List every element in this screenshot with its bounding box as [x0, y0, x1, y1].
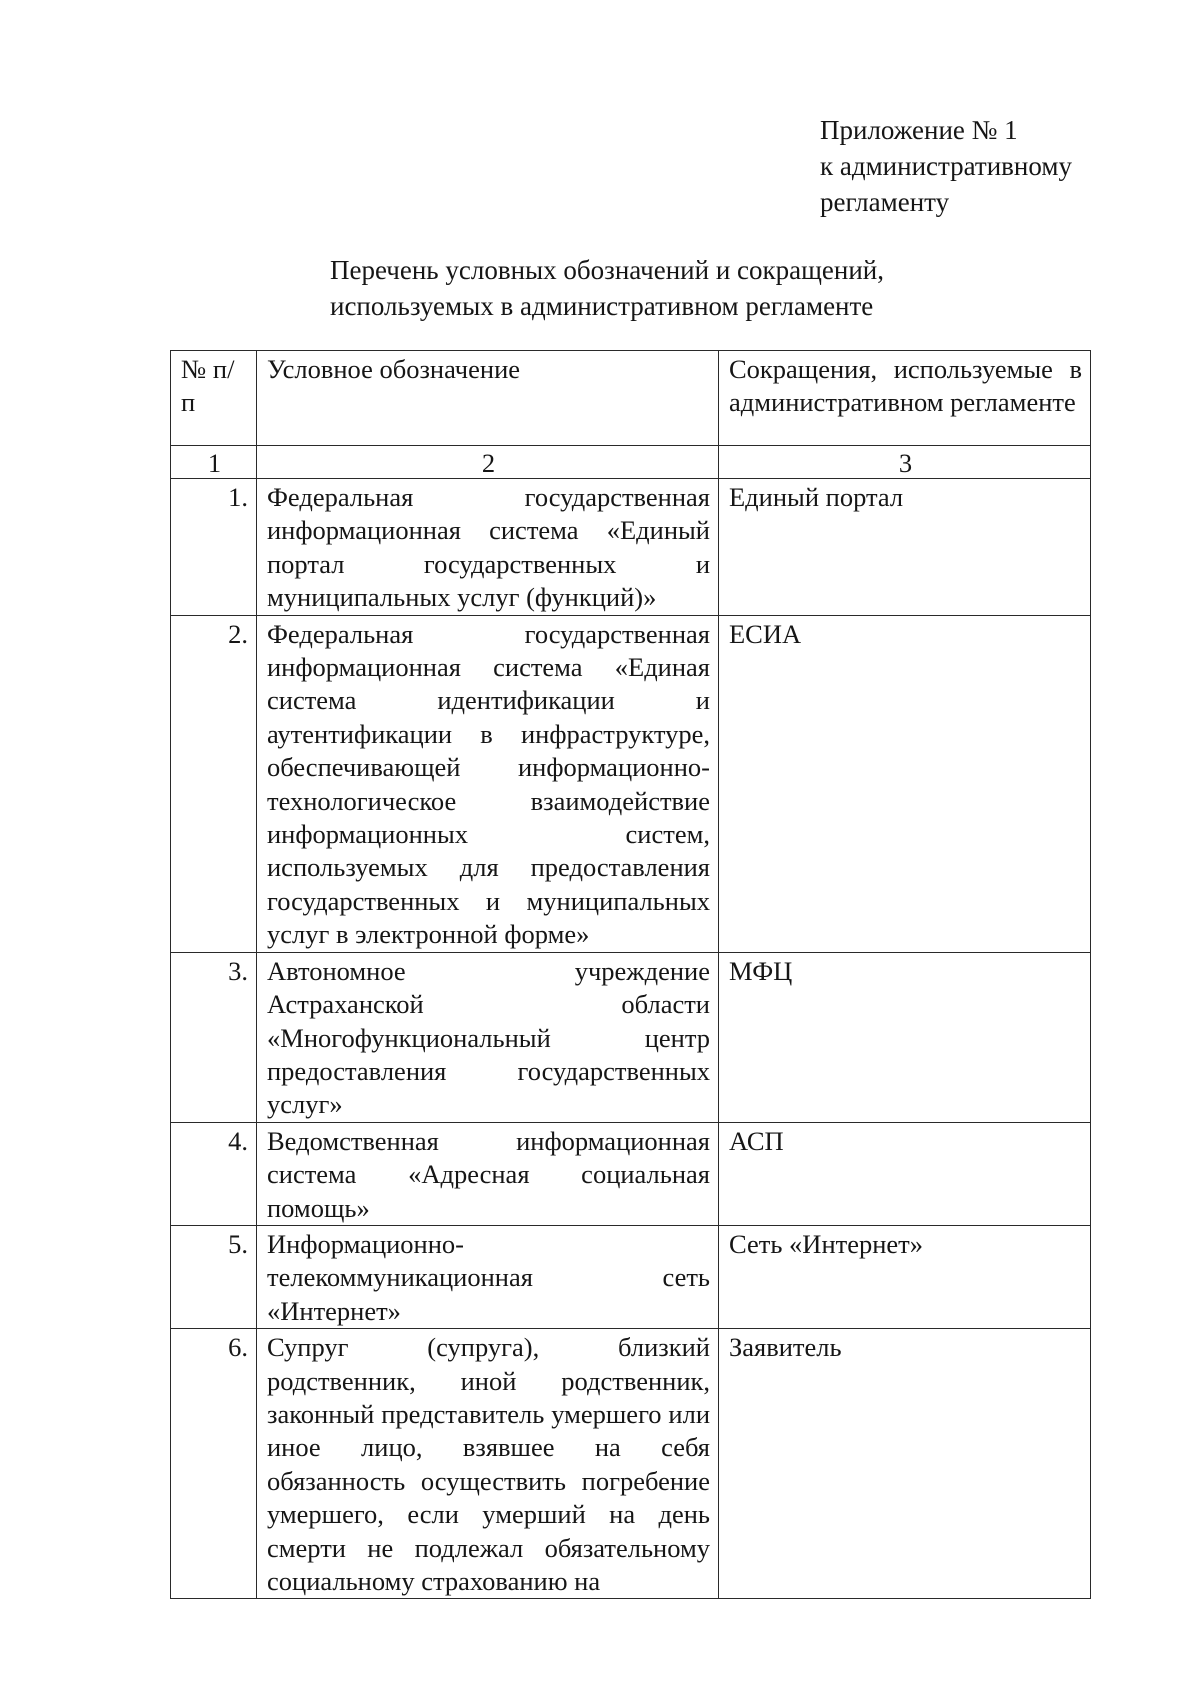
row-abbreviation: ЕСИА: [719, 615, 1091, 952]
row-number: 3.: [171, 952, 257, 1122]
row-term: Автономное учреждение Астраханской области «Многофункциональный центр предоставления государственных услуг»: [257, 952, 719, 1122]
row-number: 1.: [171, 479, 257, 616]
attachment-line: регламенту: [820, 187, 950, 217]
attachment-note: [820, 112, 1072, 220]
header-term: Условное обозначение: [257, 351, 719, 446]
column-number: 3: [719, 446, 1091, 479]
attachment-line: Приложение № 1: [820, 115, 1018, 145]
row-term: Супруг (супруга), близкий родственник, иной родственник, законный представитель умершего или иное лицо, взявшее на себя обязанность осуществить погребение умершего, если умерший на день смерти не подлежал обязательному социальному страхованию на: [257, 1329, 719, 1599]
row-term: Информационно-телекоммуникационная сеть «Интернет»: [257, 1225, 719, 1328]
header-number: № п/п: [171, 351, 257, 446]
document-title: [330, 252, 884, 324]
table-row: [171, 479, 1091, 616]
row-number: 2.: [171, 615, 257, 952]
table-row: [171, 1329, 1091, 1599]
header-abbreviation: Сокращения, используемые в административном регламенте: [719, 351, 1091, 446]
column-number-row: [171, 446, 1091, 479]
row-number: 4.: [171, 1122, 257, 1225]
table-row: [171, 952, 1091, 1122]
table-row: [171, 615, 1091, 952]
column-number: 1: [171, 446, 257, 479]
table-row: [171, 1122, 1091, 1225]
row-term: Федеральная государственная информационная система «Единая система идентификации и аутентификации в инфраструктуре, обеспечивающей информационно-технологическое взаимодействие информационных систем, используемых для предоставления государственных и муниципальных услуг в электронной форме»: [257, 615, 719, 952]
row-number: 5.: [171, 1225, 257, 1328]
title-line: используемых в административном регламенте: [330, 291, 874, 321]
row-abbreviation: Сеть «Интернет»: [719, 1225, 1091, 1328]
row-term: Федеральная государственная информационная система «Единый портал государственных и муниципальных услуг (функций)»: [257, 479, 719, 616]
table-header-row: [171, 351, 1091, 446]
title-line: Перечень условных обозначений и сокращений,: [330, 255, 884, 285]
row-abbreviation: АСП: [719, 1122, 1091, 1225]
row-abbreviation: Заявитель: [719, 1329, 1091, 1599]
row-abbreviation: МФЦ: [719, 952, 1091, 1122]
abbreviations-table: [170, 350, 1091, 1599]
row-term: Ведомственная информационная система «Адресная социальная помощь»: [257, 1122, 719, 1225]
column-number: 2: [257, 446, 719, 479]
row-number: 6.: [171, 1329, 257, 1599]
attachment-line: к административному: [820, 151, 1072, 181]
table-row: [171, 1225, 1091, 1328]
row-abbreviation: Единый портал: [719, 479, 1091, 616]
